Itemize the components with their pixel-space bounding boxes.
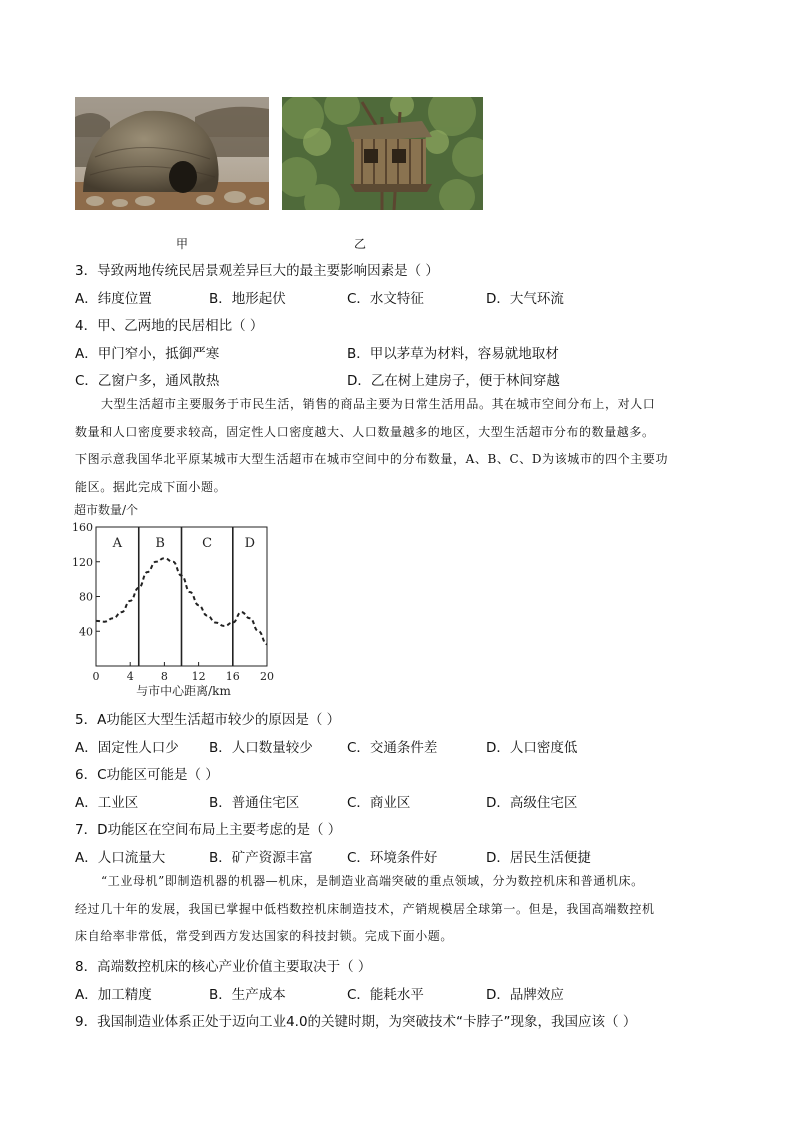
question-5-stem: 5．A功能区大型生活超市较少的原因是（ ）	[75, 712, 341, 728]
chart-svg	[70, 500, 290, 700]
chart-zone-label-c: C	[202, 536, 213, 551]
question-5-option-a[interactable]: A．固定性人口少	[75, 740, 179, 756]
chart-y-tick-label: 40	[79, 625, 93, 639]
question-8-option-b[interactable]: B．生产成本	[209, 987, 286, 1003]
chart-x-tick-label: 20	[260, 670, 274, 683]
question-6-option-b[interactable]: B．普通住宅区	[209, 795, 300, 811]
question-6-option-d[interactable]: D．高级住宅区	[486, 795, 578, 811]
supermarket-distribution-chart	[70, 500, 290, 700]
question-5-option-b[interactable]: B．人口数量较少	[209, 740, 313, 756]
photo-caption-right: 乙	[354, 237, 367, 251]
question-7-stem: 7．D功能区在空间布局上主要考虑的是（ ）	[75, 822, 342, 838]
chart-x-tick-label: 8	[160, 670, 168, 683]
passage-supermarket	[75, 391, 725, 501]
photo-thatched-hut	[75, 97, 269, 210]
passage-machine-tools-line-2: 经过几十年的发展，我国已掌握中低档数控机床制造技术，产销规模居全球第一。但是，我国高端数控机	[75, 901, 655, 916]
question-5-option-c[interactable]: C．交通条件差	[347, 740, 438, 756]
passage-machine-tools-line-3: 床自给率非常低，常受到西方发达国家的科技封锁。完成下面小题。	[75, 929, 454, 943]
photo-caption-left: 甲	[176, 237, 189, 251]
passage-supermarket-line-4: 能区。据此完成下面小题。	[75, 479, 227, 494]
question-9-stem: 9．我国制造业体系正处于迈向工业4.0的关键时期，为突破技术“卡脖子”现象，我国应该（ ）	[75, 1014, 637, 1030]
photo-tree-house	[282, 97, 483, 210]
question-7-option-b[interactable]: B．矿产资源丰富	[209, 850, 313, 866]
passage-supermarket-line-1: 大型生活超市主要服务于市民生活，销售的商品主要为日常生活用品。其在城市空间分布上，对人口	[101, 397, 656, 411]
question-7-option-a[interactable]: A．人口流量大	[75, 850, 166, 866]
passage-supermarket-line-3: 下图示意我国华北平原某城市大型生活超市在城市空间中的分布数量，A、B、C、D为该城市的四个主要功	[75, 452, 669, 466]
question-4-stem: 4．甲、乙两地的民居相比（ ）	[75, 318, 264, 334]
question-6-option-c[interactable]: C．商业区	[347, 795, 411, 811]
question-7-option-c[interactable]: C．环境条件好	[347, 850, 438, 866]
chart-y-axis-label: 超市数量/个	[74, 503, 139, 517]
chart-x-tick-label: 4	[126, 670, 134, 683]
question-3-option-b[interactable]: B．地形起伏	[209, 291, 286, 307]
question-6-stem: 6．C功能区可能是（ ）	[75, 767, 219, 783]
question-4-option-d[interactable]: D．乙在树上建房子，便于林间穿越	[347, 373, 560, 389]
chart-zone-label-d: D	[244, 536, 256, 551]
chart-zone-label-b: B	[155, 536, 165, 551]
chart-x-tick-label: 0	[92, 670, 100, 683]
question-5-option-d[interactable]: D．人口密度低	[486, 740, 578, 756]
question-4-option-b[interactable]: B．甲以茅草为材料，容易就地取材	[347, 346, 559, 362]
question-6-option-a[interactable]: A．工业区	[75, 795, 139, 811]
question-3-option-c[interactable]: C．水文特征	[347, 291, 424, 307]
question-3-option-d[interactable]: D．大气环流	[486, 291, 564, 307]
chart-x-tick-label: 12	[191, 670, 206, 683]
chart-y-tick-label: 160	[72, 521, 93, 534]
passage-machine-tools	[75, 868, 725, 951]
passage-supermarket-line-2: 数量和人口密度要求较高，固定性人口密度越大、人口数量越多的地区，大型生活超市分布的数量越多。	[75, 424, 655, 439]
question-4-option-a[interactable]: A．甲门窄小，抵御严寒	[75, 346, 220, 362]
chart-y-tick-label: 120	[72, 555, 93, 569]
question-8-stem: 8．高端数控机床的核心产业价值主要取决于（ ）	[75, 959, 372, 975]
question-8-option-a[interactable]: A．加工精度	[75, 987, 152, 1003]
chart-zone-label-a: A	[112, 536, 123, 551]
question-8-option-d[interactable]: D．品牌效应	[486, 987, 564, 1003]
question-4-option-c[interactable]: C．乙窗户多，通风散热	[75, 373, 220, 389]
question-8-option-c[interactable]: C．能耗水平	[347, 987, 424, 1003]
chart-y-tick-label: 80	[79, 590, 93, 604]
question-3-option-a[interactable]: A．纬度位置	[75, 291, 152, 307]
question-7-option-d[interactable]: D．居民生活便捷	[486, 850, 591, 866]
chart-x-axis-label: 与市中心距离/km	[136, 684, 231, 698]
question-3-stem: 3．导致两地传统民居景观差异巨大的最主要影响因素是（ ）	[75, 263, 439, 279]
passage-machine-tools-line-1: “工业母机”即制造机器的机器—机床，是制造业高端突破的重点领域，分为数控机床和普通机床。	[101, 874, 644, 888]
chart-x-tick-label: 16	[225, 670, 240, 683]
